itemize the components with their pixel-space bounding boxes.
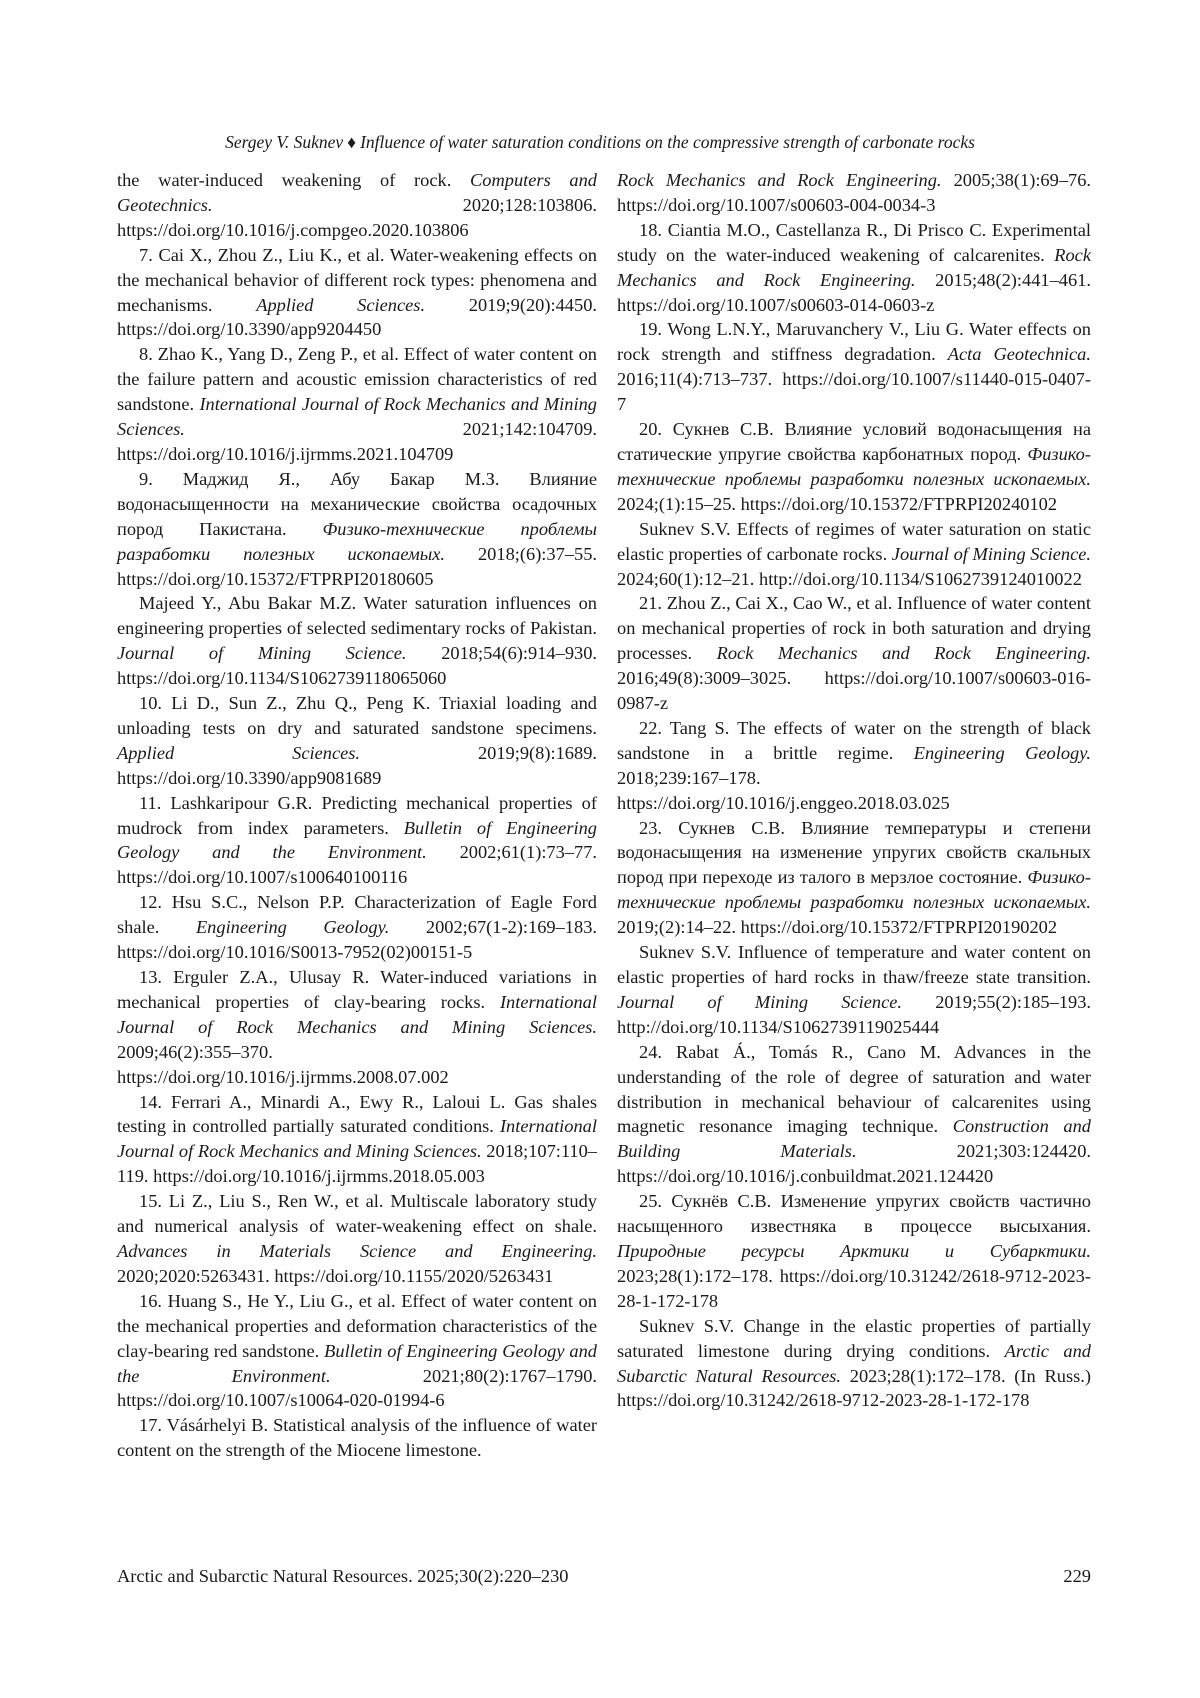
reference-entry: 21. Zhou Z., Cai X., Cao W., et al. Influence of water content on mechanical properties of rock in both saturation and drying processes. Rock Mechanics and Rock Engineering. 2016;49(8):3009–3025. https://doi.org/10.1007/s00603-016-0987-z: [617, 593, 1092, 714]
running-header: [0, 132, 1200, 153]
right-column: [617, 168, 1091, 1413]
footer-journal-citation: Arctic and Subarctic Natural Resources. 2025;30(2):220–230: [117, 1566, 569, 1586]
reference-entry: 18. Ciantia M.O., Castellanza R., Di Prisco C. Experimental study on the water-induced weakening of calcarenites. Rock Mechanics and Rock Engineering. 2015;48(2):441–461. https://doi.org/10.1007/s00603-014-0603-z: [617, 219, 1091, 315]
reference-entry: 12. Hsu S.C., Nelson P.P. Characterization of Eagle Ford shale. Engineering Geology. 2002;67(1-2):169–183. https://doi.org/10.1016/S0013-7952(02)00151-5: [117, 892, 597, 963]
reference-entry: Suknev S.V. Effects of regimes of water saturation on static elastic properties of carbonate rocks. Journal of Mining Science. 2024;60(1):12–21. http://doi.org/10.1134/S1062739124010022: [617, 518, 1091, 589]
reference-entry: 7. Cai X., Zhou Z., Liu K., et al. Water-weakening effects on the mechanical behavior of different rock types: phenomena and mechanisms. Applied Sciences. 2019;9(20):4450. https://doi.org/10.3390/app9204450: [117, 244, 597, 340]
header-separator: ♦: [347, 132, 357, 152]
reference-entry: 14. Ferrari A., Minardi A., Ewy R., Laloui L. Gas shales testing in controlled partially saturated conditions. International Journal of Rock Mechanics and Mining Sciences. 2018;107:110–119. https://doi.org/10.1016/j.ijrmms.2018.05.003: [117, 1091, 597, 1187]
reference-entry: Rock Mechanics and Rock Engineering. 2005;38(1):69–76. https://doi.org/10.1007/s00603-004-0034-3: [617, 170, 1092, 215]
reference-entry: 9. Маджид Я., Абу Бакар М.З. Влияние водонасыщенности на механические свойства осадочных пород Пакистана. Физико-технические проблемы разработки полезных ископаемых. 2018;(6):37–55. https://doi.org/10.15372/FTPRPI20180605: [117, 468, 597, 589]
reference-entry: Majeed Y., Abu Bakar M.Z. Water saturation influences on engineering properties of selected sedimentary rocks of Pakistan. Journal of Mining Science. 2018;54(6):914–930. https://doi.org/10.1134/S1062739118065060: [117, 593, 597, 689]
reference-entry: 23. Сукнев С.В. Влияние температуры и степени водонасыщения на изменение упругих свойств скальных пород при переходе из талого в мерзлое состояние. Физико-технические проблемы разработки полезных ископаемых. 2019;(2):14–22. https://doi.org/10.15372/FTPRPI20190202: [617, 817, 1091, 938]
reference-entry: 17. Vásárhelyi B. Statistical analysis of the influence of water content on the strength of the Miocene limestone.: [117, 1415, 597, 1461]
reference-entry: 19. Wong L.N.Y., Maruvanchery V., Liu G. Water effects on rock strength and stiffness degradation. Acta Geotechnica. 2016;11(4):713–737. https://doi.org/10.1007/s11440-015-0407-7: [617, 319, 1091, 415]
reference-entry: 24. Rabat Á., Tomás R., Cano M. Advances in the understanding of the role of degree of saturation and water distribution in mechanical behaviour of calcarenites using magnetic resonance imaging technique. Construction and Building Materials. 2021;303:124420. https://doi.org/10.1016/j.conbuildmat.2021.124420: [617, 1041, 1092, 1187]
reference-entry: 22. Tang S. The effects of water on the strength of black sandstone in a brittle regime. Engineering Geology. 2018;239:167–178. https://doi.org/10.1016/j.enggeo.2018.03.025: [617, 717, 1091, 813]
reference-entry: 16. Huang S., He Y., Liu G., et al. Effect of water content on the mechanical properties and deformation characteristics of the clay-bearing red sandstone. Bulletin of Engineering Geology and the Environment. 2021;80(2):1767–1790. https://doi.org/10.1007/s10064-020-01994-6: [117, 1290, 597, 1411]
page-number: 229: [1063, 1566, 1091, 1586]
reference-entry: 15. Li Z., Liu S., Ren W., et al. Multiscale laboratory study and numerical analysis of water-weakening effect on shale. Advances in Materials Science and Engineering. 2020;2020:5263431. https://doi.org/10.1155/2020/5263431: [117, 1191, 597, 1286]
reference-entry: Suknev S.V. Change in the elastic properties of partially saturated limestone during drying conditions. Arctic and Subarctic Natural Resources. 2023;28(1):172–178. (In Russ.) https://doi.org/10.31242/2618-9712-2023-28-1-172-178: [617, 1315, 1091, 1411]
reference-entry: 8. Zhao K., Yang D., Zeng P., et al. Effect of water content on the failure pattern and acoustic emission characteristics of red sandstone. International Journal of Rock Mechanics and Mining Sciences. 2021;142:104709. https://doi.org/10.1016/j.ijrmms.2021.104709: [117, 344, 597, 464]
reference-entry: 13. Erguler Z.A., Ulusay R. Water-induced variations in mechanical properties of clay-bearing rocks. International Journal of Rock Mechanics and Mining Sciences. 2009;46(2):355–370. https://doi.org/10.1016/j.ijrmms.2008.07.002: [117, 967, 597, 1087]
reference-entry: 20. Сукнев С.В. Влияние условий водонасыщения на статические упругие свойства карбонатных пород. Физико-технические проблемы разработки полезных ископаемых. 2024;(1):15–25. https://doi.org/10.15372/FTPRPI20240102: [617, 419, 1091, 514]
header-author: Sergey V. Suknev: [225, 132, 344, 152]
header-title: Influence of water saturation conditions on the compressive strength of carbonate rocks: [360, 132, 975, 152]
reference-entry: 11. Lashkaripour G.R. Predicting mechanical properties of mudrock from index parameters. Bulletin of Engineering Geology and the Environment. 2002;61(1):73–77. https://doi.org/10.1007/s100640100116: [117, 792, 598, 888]
reference-entry: Suknev S.V. Influence of temperature and water content on elastic properties of hard rocks in thaw/freeze state transition. Journal of Mining Science. 2019;55(2):185–193. http://doi.org/10.1134/S1062739119025444: [617, 942, 1091, 1037]
page-footer: [117, 1566, 1091, 1587]
reference-entry: 10. Li D., Sun Z., Zhu Q., Peng K. Triaxial loading and unloading tests on dry and saturated sandstone specimens. Applied Sciences. 2019;9(8):1689. https://doi.org/10.3390/app9081689: [117, 693, 597, 788]
reference-entry: 25. Сукнёв С.В. Изменение упругих свойств частично насыщенного известняка в процессе высыхания. Природные ресурсы Арктики и Субарктики. 2023;28(1):172–178. https://doi.org/10.31242/2618-9712-2023-28-1-172-178: [617, 1191, 1091, 1311]
left-column: [117, 168, 597, 1463]
reference-entry: the water-induced weakening of rock. Computers and Geotechnics. 2020;128:103806. https://doi.org/10.1016/j.compgeo.2020.103806: [117, 170, 597, 240]
